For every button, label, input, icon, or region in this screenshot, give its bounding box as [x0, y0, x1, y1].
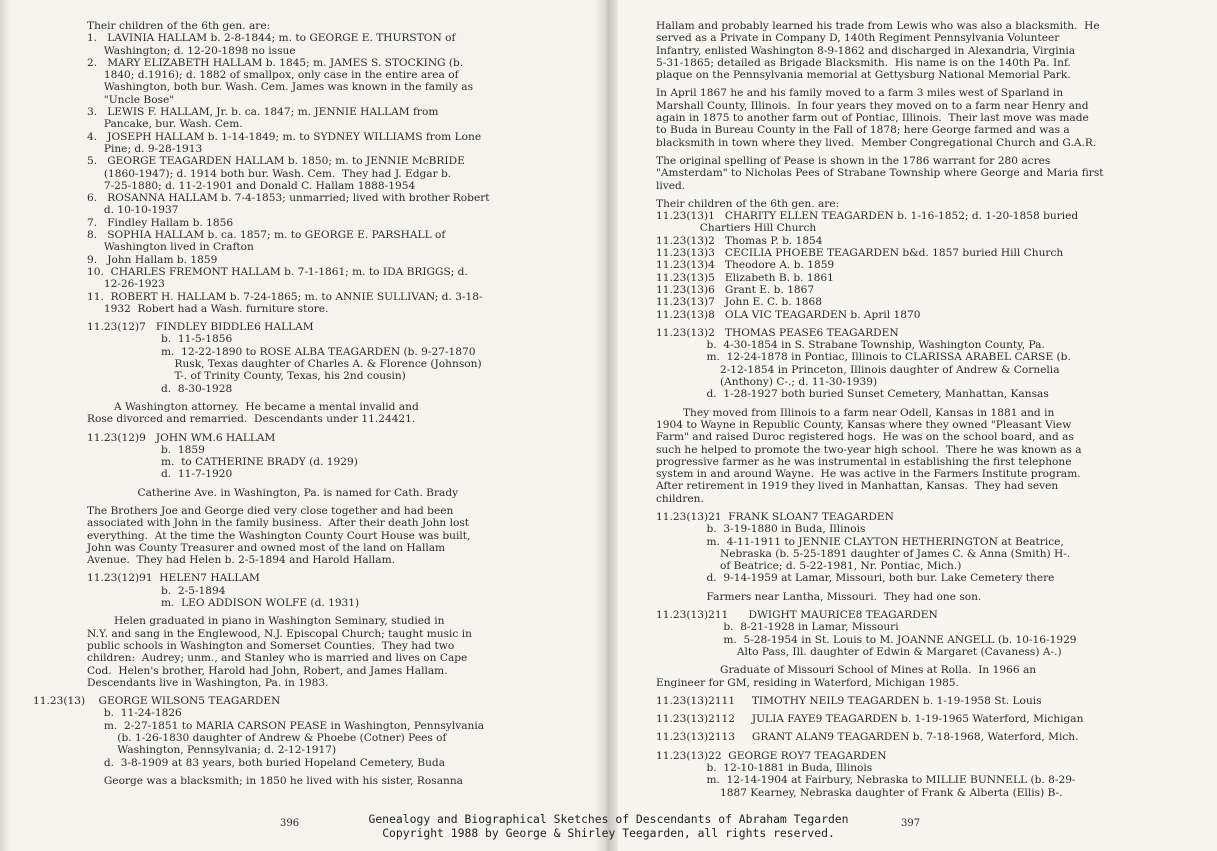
- text-line: 11.23(13)21 FRANK SLOAN7 TEAGARDEN: [656, 510, 894, 523]
- text-line: Pancake, bur. Wash. Cem.: [87, 118, 243, 131]
- book-gutter: [596, 0, 618, 851]
- text-line: Washington, both bur. Wash. Cem. James was known in the family as: [87, 81, 474, 94]
- text-line: 11.23(12)9 JOHN WM.6 HALLAM: [87, 431, 276, 444]
- left-page-text: [33, 20, 533, 787]
- page-number-right: 397: [901, 818, 921, 829]
- text-line: 1932 Robert had a Wash. furniture store.: [87, 302, 329, 315]
- text-line: b. 2-5-1894: [161, 584, 226, 597]
- text-line: 11.23(12)7 FINDLEY BIDDLE6 HALLAM: [87, 321, 314, 334]
- text-line: 5. GEORGE TEAGARDEN HALLAM b. 1850; m. to JENNIE McBRIDE: [87, 155, 465, 168]
- text-line: T-. of Trinity County, Texas, his 2nd cousin): [161, 370, 406, 383]
- text-line: 11.23(13)2 Thomas P. b. 1854: [656, 234, 823, 247]
- text-line: 7. Findley Hallam b. 1856: [87, 216, 234, 229]
- text-line: b. 8-21-1928 in Lamar, Missouri: [656, 621, 899, 634]
- text-line: 11.23(13)2111 TIMOTHY NEIL9 TEAGARDEN b. 1-19-1958 St. Louis: [656, 694, 1042, 707]
- text-line: b. 11-24-1826: [87, 707, 182, 720]
- text-line: Engineer for GM, residing in Waterford, Michigan 1985.: [656, 676, 959, 689]
- text-line: 11.23(13) GEORGE WILSON5 TEAGARDEN: [33, 695, 281, 708]
- text-line: 11.23(13)7 John E. C. b. 1868: [656, 296, 822, 309]
- text-line: Washington lived in Crafton: [87, 241, 254, 254]
- text-line: 6. ROSANNA HALLAM b. 7-4-1853; unmarried; lived with brother Robert: [87, 192, 490, 205]
- text-line: m. 12-14-1904 at Fairbury, Nebraska to MILLIE BUNNELL (b. 8-29-: [656, 774, 1076, 787]
- text-line: to Buda in Bureau County in the Fall of 1878; here George farmed and was a: [656, 124, 1070, 137]
- text-line: d. 11-7-1920: [161, 468, 233, 481]
- text-line: 10. CHARLES FREMONT HALLAM b. 7-1-1861; m. to IDA BRIGGS; d.: [87, 265, 468, 278]
- text-line: "Uncle Bose": [87, 93, 175, 106]
- text-line: public schools in Washington and Somerset Counties. They had two: [87, 639, 455, 652]
- text-line: Rose divorced and remarried. Descendants under 11.24421.: [87, 413, 416, 426]
- text-line: d. 9-14-1959 at Lamar, Missouri, both bur. Lake Cemetery there: [656, 572, 1055, 585]
- text-line: served as a Private in Company D, 140th Regiment Pennsylvania Volunteer: [656, 32, 1060, 45]
- text-line: 7-25-1880; d. 11-2-1901 and Donald C. Hallam 1888-1954: [87, 179, 416, 192]
- text-line: Rusk, Texas daughter of Charles A. & Florence (Johnson): [161, 358, 482, 371]
- text-line: Washington; d. 12-20-1898 no issue: [87, 44, 296, 57]
- text-line: 1840; d.1916); d. 1882 of smallpox, only case in the entire area of: [87, 69, 459, 82]
- text-line: (Anthony) C-.; d. 11-30-1939): [656, 376, 878, 389]
- text-line: 11.23(13)3 CECILIA PHOEBE TEAGARDEN b&d. 1857 buried Hill Church: [656, 247, 1064, 260]
- text-line: d. 1-28-1927 both buried Sunset Cemetery, Manhattan, Kansas: [656, 388, 1049, 401]
- footer-title: Genealogy and Biographical Sketches of Descendants of Abraham Tegarden: [368, 812, 849, 826]
- text-line: They moved from Illinois to a farm near Odell, Kansas in 1881 and in: [656, 406, 1055, 419]
- text-line: 8. SOPHIA HALLAM b. ca. 1857; m. to GEORGE E. PARSHALL of: [87, 229, 446, 242]
- text-line: After retirement in 1919 they lived in Manhattan, Kansas. They had seven: [656, 480, 1059, 493]
- text-line: everything. At the time the Washington County Court House was built,: [87, 529, 471, 542]
- text-line: plaque on the Pennsylvania memorial at Gettysburg National Memorial Park.: [656, 69, 1071, 82]
- text-line: d. 3-8-1909 at 83 years, both buried Hopeland Cemetery, Buda: [87, 756, 446, 769]
- text-line: 1904 to Wayne in Republic County, Kansas where they owned "Pleasant View: [656, 418, 1072, 431]
- text-line: Cod. Helen's brother, Harold had John, Robert, and James Hallam.: [87, 664, 448, 677]
- text-line: George was a blacksmith; in 1850 he lived with his sister, Rosanna: [87, 774, 463, 787]
- text-line: blacksmith in town where they lived. Member Congregational Church and G.A.R.: [656, 136, 1097, 149]
- text-line: 11.23(12)91 HELEN7 HALLAM: [87, 572, 260, 585]
- text-line: system in and around Wayne. He was active in the Farmers Institute program.: [656, 468, 1081, 481]
- text-line: lived.: [656, 179, 686, 192]
- text-line: Descendants live in Washington, Pa. in 1983.: [87, 676, 329, 689]
- text-line: "Amsterdam" to Nicholas Pees of Strabane Township where George and Maria first: [656, 167, 1104, 180]
- text-line: b. 11-5-1856: [161, 333, 233, 346]
- text-line: N.Y. and sang in the Englewood, N.J. Episcopal Church; taught music in: [87, 627, 472, 640]
- text-line: Alto Pass, Ill. daughter of Edwin & Margaret (Cavaness) A-.): [656, 645, 1062, 658]
- footer-copyright: Copyright 1988 by George & Shirley Teegarden, all rights reserved.: [382, 826, 835, 840]
- text-line: 11.23(13)2 THOMAS PEASE6 TEAGARDEN: [656, 326, 899, 339]
- text-line: children: Audrey; unm., and Stanley who is married and lives on Cape: [87, 652, 468, 665]
- text-line: 11.23(13)2112 JULIA FAYE9 TEAGARDEN b. 1-19-1965 Waterford, Michigan: [656, 713, 1084, 726]
- text-line: (b. 1-26-1830 daughter of Andrew & Phoebe (Cotner) Pees of: [87, 732, 447, 745]
- text-line: Washington, Pennsylvania; d. 2-12-1917): [87, 744, 337, 757]
- text-line: 4. JOSEPH HALLAM b. 1-14-1849; m. to SYDNEY WILLIAMS from Lone: [87, 130, 482, 143]
- text-line: Helen graduated in piano in Washington Seminary, studied in: [87, 615, 445, 628]
- text-line: m. 12-24-1878 in Pontiac, Illinois to CLARISSA ARABEL CARSE (b.: [656, 351, 1071, 364]
- text-line: 2-12-1854 in Princeton, Illinois daughter of Andrew & Cornelia: [656, 363, 1060, 376]
- page-number-left: 396: [280, 818, 300, 829]
- text-line: 11.23(13)6 Grant E. b. 1867: [656, 283, 815, 296]
- text-line: John was County Treasurer and owned most of the land on Hallam: [87, 541, 446, 554]
- text-line: Graduate of Missouri School of Mines at Rolla. In 1966 an: [656, 664, 1037, 677]
- text-line: 11.23(13)211 DWIGHT MAURICE8 TEAGARDEN: [656, 609, 938, 622]
- text-line: Farmers near Lantha, Missouri. They had one son.: [656, 590, 982, 603]
- text-line: associated with John in the family business. After their death John lost: [87, 517, 470, 530]
- text-line: (1860-1947); d. 1914 both bur. Wash. Cem. They had J. Edgar b.: [87, 167, 452, 180]
- text-line: progressive farmer as he was instrumental in establishing the first telephone: [656, 455, 1072, 468]
- text-line: Hallam and probably learned his trade from Lewis who was also a blacksmith. He: [656, 20, 1100, 32]
- text-line: 11.23(13)1 CHARITY ELLEN TEAGARDEN b. 1-16-1852; d. 1-20-1858 buried: [656, 210, 1079, 223]
- text-line: 1887 Kearney, Nebraska daughter of Frank & Alberta (Ellis) B-.: [656, 786, 1063, 799]
- text-line: Their children of the 6th gen. are:: [87, 20, 271, 32]
- text-line: The original spelling of Pease is shown in the 1786 warrant for 280 acres: [656, 154, 1051, 167]
- text-line: Pine; d. 9-28-1913: [87, 142, 203, 155]
- text-line: Chartiers Hill Church: [656, 222, 817, 235]
- text-line: 11. ROBERT H. HALLAM b. 7-24-1865; m. to ANNIE SULLIVAN; d. 3-18-: [87, 290, 483, 303]
- text-line: b. 1859: [161, 443, 205, 456]
- text-line: children.: [656, 492, 704, 505]
- text-line: 9. John Hallam b. 1859: [87, 253, 218, 266]
- text-line: m. 5-28-1954 in St. Louis to M. JOANNE ANGELL (b. 10-16-1929: [656, 633, 1077, 646]
- text-line: b. 12-10-1881 in Buda, Illinois: [656, 762, 873, 775]
- text-line: again in 1875 to another farm out of Pontiac, Illinois. Their last move was made: [656, 112, 1089, 125]
- text-line: 12-26-1923: [87, 278, 165, 291]
- text-line: A Washington attorney. He became a mental invalid and: [87, 400, 419, 413]
- text-line: b. 4-30-1854 in S. Strabane Township, Washington County, Pa.: [656, 339, 1045, 352]
- text-line: 2. MARY ELIZABETH HALLAM b. 1845; m. JAMES S. STOCKING (b.: [87, 56, 464, 69]
- text-line: m. LEO ADDISON WOLFE (d. 1931): [161, 597, 360, 610]
- text-line: The Brothers Joe and George died very close together and had been: [87, 504, 454, 517]
- text-line: b. 3-19-1880 in Buda, Illinois: [656, 523, 866, 536]
- text-line: m. 2-27-1851 to MARIA CARSON PEASE in Washington, Pennsylvania: [87, 719, 485, 732]
- text-line: Farm" and raised Duroc registered hogs. He was on the school board, and as: [656, 431, 1074, 444]
- text-line: Infantry, enlisted Washington 8-9-1862 and discharged in Alexandria, Virginia: [656, 44, 1076, 57]
- text-line: Their children of the 6th gen. are:: [656, 197, 840, 210]
- text-line: 11.23(13)4 Theodore A. b. 1859: [656, 259, 835, 272]
- text-line: m. to CATHERINE BRADY (d. 1929): [161, 456, 358, 469]
- text-line: such he helped to promote the two-year high school. There he was known as a: [656, 443, 1082, 456]
- text-line: 3. LEWIS F. HALLAM, Jr. b. ca. 1847; m. JENNIE HALLAM from: [87, 106, 439, 119]
- page-edge-shadow: [0, 0, 10, 851]
- book-footer: [0, 812, 1217, 840]
- text-line: Avenue. They had Helen b. 2-5-1894 and Harold Hallam.: [87, 554, 396, 567]
- text-line: m. 4-11-1911 to JENNIE CLAYTON HETHERINGTON at Beatrice,: [656, 535, 1064, 548]
- text-line: Catherine Ave. in Washington, Pa. is named for Cath. Brady: [87, 486, 459, 499]
- right-page-text: [656, 20, 1124, 799]
- text-line: Marshall County, Illinois. In four years they moved on to a farm near Henry and: [656, 99, 1089, 112]
- text-line: 5-31-1865; detailed as Brigade Blacksmith. His name is on the 140th Pa. Inf.: [656, 56, 1071, 69]
- text-line: d. 8-30-1928: [161, 382, 233, 395]
- text-line: of Beatrice; d. 5-22-1981, Nr. Pontiac, Mich.): [656, 560, 962, 573]
- text-line: In April 1867 he and his family moved to a farm 3 miles west of Sparland in: [656, 87, 1064, 100]
- text-line: 11.23(13)8 OLA VIC TEAGARDEN b. April 1870: [656, 308, 921, 321]
- text-line: m. 12-22-1890 to ROSE ALBA TEAGARDEN (b. 9-27-1870: [161, 345, 476, 358]
- text-line: d. 10-10-1937: [87, 204, 179, 217]
- text-line: Nebraska (b. 5-25-1891 daughter of James C. & Anna (Smith) H-.: [656, 547, 1071, 560]
- text-line: 11.23(13)2113 GRANT ALAN9 TEAGARDEN b. 7-18-1968, Waterford, Mich.: [656, 731, 1079, 744]
- text-line: 11.23(13)5 Elizabeth B. b. 1861: [656, 271, 834, 284]
- text-line: 11.23(13)22 GEORGE ROY7 TEAGARDEN: [656, 749, 887, 762]
- text-line: 1. LAVINIA HALLAM b. 2-8-1844; m. to GEORGE E. THURSTON of: [87, 32, 456, 45]
